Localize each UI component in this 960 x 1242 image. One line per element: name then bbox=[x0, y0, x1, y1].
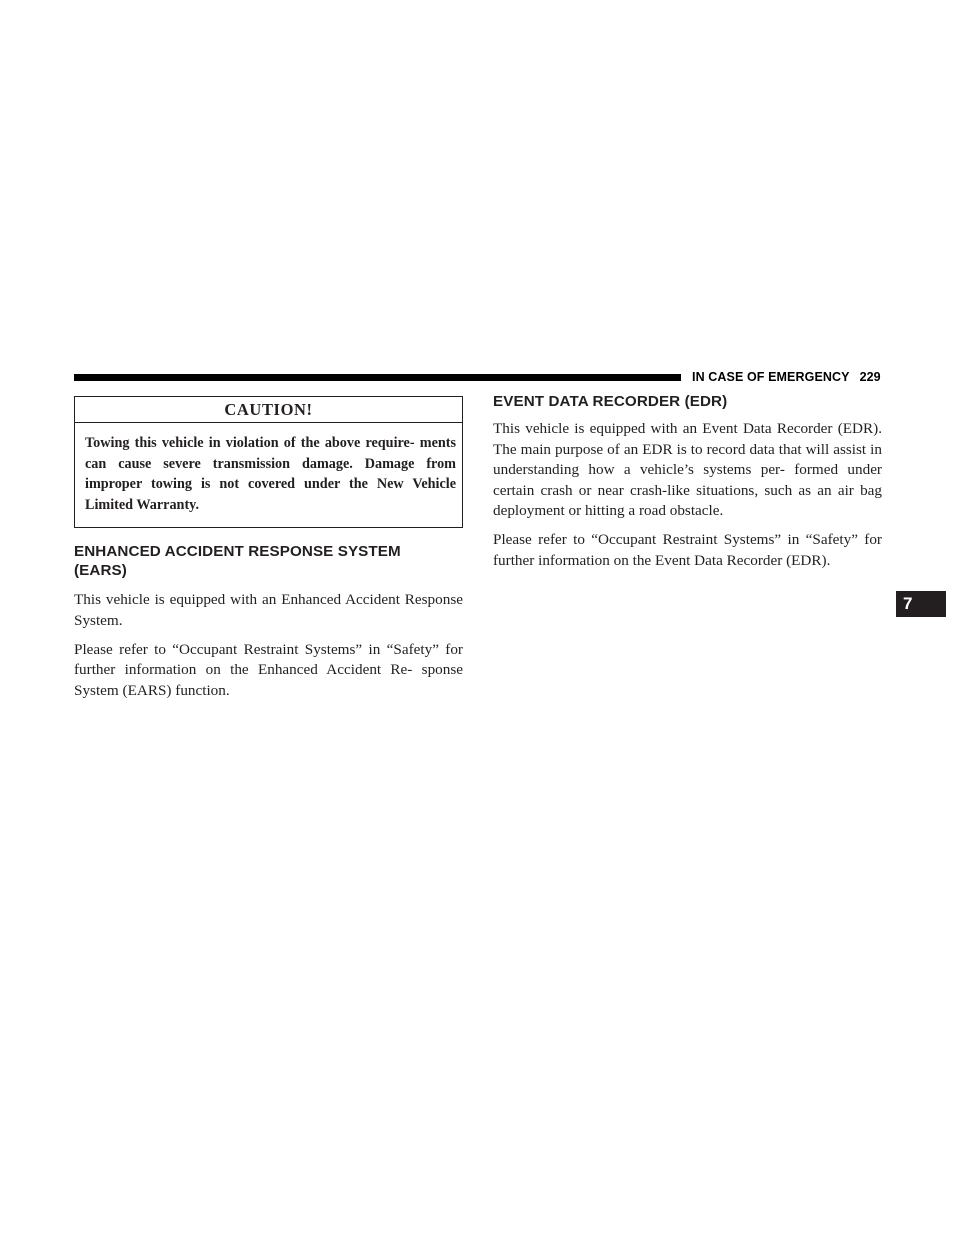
section-title: IN CASE OF EMERGENCY bbox=[692, 370, 850, 384]
edr-heading: EVENT DATA RECORDER (EDR) bbox=[493, 393, 728, 410]
ears-paragraph-2: Please refer to “Occupant Restraint Systems” in “Safety” for further information on the Enhanced Accident Re- sponse System (EARS) function. bbox=[74, 640, 463, 699]
edr-paragraph-1: This vehicle is equipped with an Event Data Recorder (EDR). The main purpose of an EDR is to record data that will assist in understanding how a vehicle’s systems per- formed under certain crash or near crash-like situations, such as an air bag deployment or hitting a road obstacle. bbox=[493, 420, 882, 520]
chapter-number: 7 bbox=[903, 594, 913, 613]
right-column bbox=[493, 392, 882, 571]
page-number: 229 bbox=[859, 370, 881, 384]
chapter-tab bbox=[896, 591, 946, 617]
ears-paragraph-1: This vehicle is equipped with an Enhanced Accident Response System. bbox=[74, 591, 463, 629]
caution-box bbox=[74, 396, 463, 528]
left-column bbox=[74, 396, 463, 701]
header-rule bbox=[74, 374, 681, 381]
ears-heading: ENHANCED ACCIDENT RESPONSE SYSTEM (EARS) bbox=[74, 543, 401, 580]
edr-paragraph-2: Please refer to “Occupant Restraint Systems” in “Safety” for further information on the Event Data Recorder (EDR). bbox=[493, 530, 882, 569]
caution-text: Towing this vehicle in violation of the above require- ments can cause severe transmission damage. Damage from improper towing is not covered under the New Vehicle Limited Warranty. bbox=[85, 435, 456, 513]
caution-title: CAUTION! bbox=[75, 397, 462, 423]
running-head bbox=[692, 369, 881, 385]
